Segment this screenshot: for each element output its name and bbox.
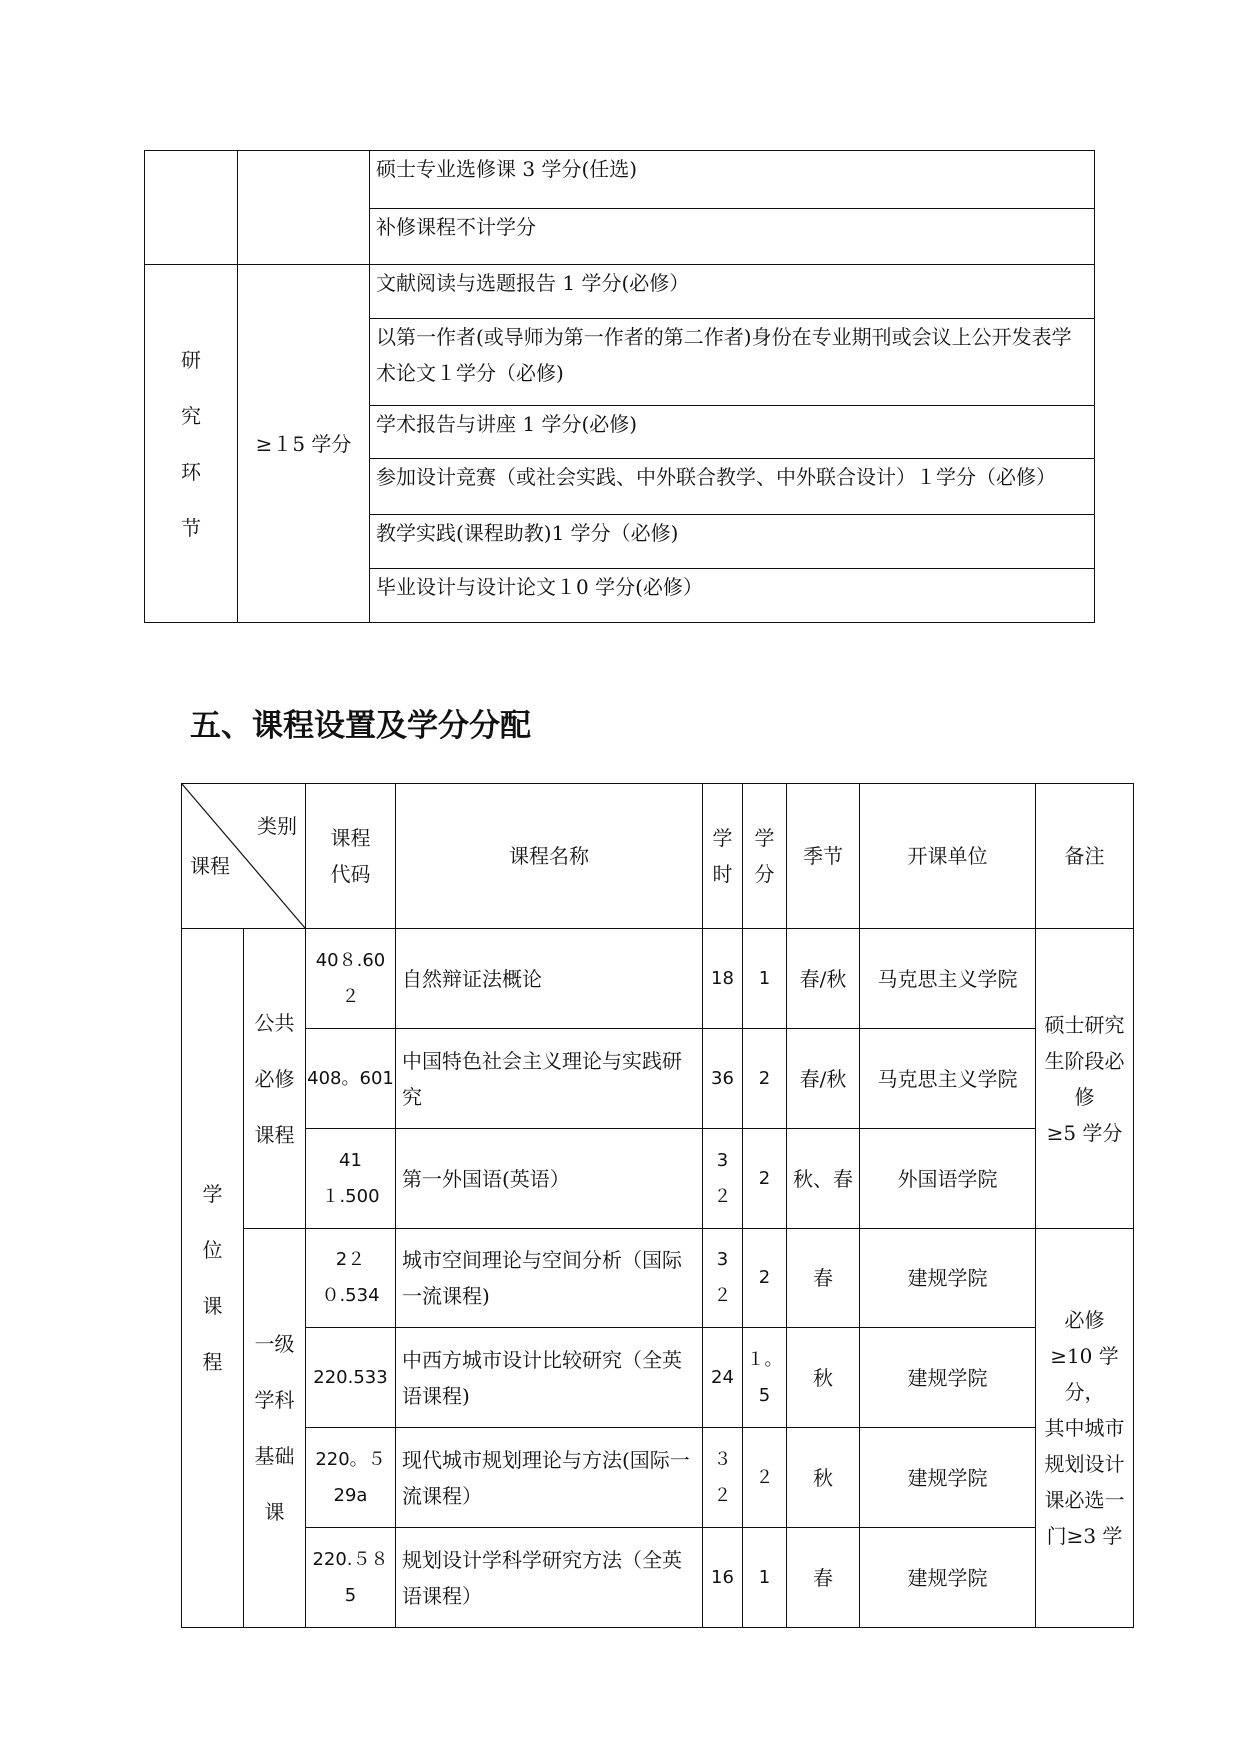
requirement-item: 补修课程不计学分 [370, 209, 1095, 265]
requirement-item: 毕业设计与设计论文１0 学分(必修） [370, 569, 1095, 623]
research-credits: ≥１5 学分 [238, 265, 370, 623]
course-name: 中西方城市设计比较研究（全英语课程) [396, 1328, 703, 1428]
requirement-item: 文献阅读与选题报告 1 学分(必修） [370, 265, 1095, 319]
diagonal-header [182, 784, 306, 929]
table-row [182, 929, 1134, 1029]
course-dept: 建规学院 [860, 1328, 1036, 1428]
course-name: 现代城市规划理论与方法(国际一流课程） [396, 1428, 703, 1528]
requirement-item: 以第一作者(或导师为第一作者的第二作者)身份在专业期刊或会议上公开发表学术论文１学分（必修) [370, 319, 1095, 406]
course-hours: 18 [703, 929, 743, 1029]
header-hours: 学 时 [703, 784, 743, 929]
course-name: 自然辩证法概论 [396, 929, 703, 1029]
course-code: 41 １.500 [306, 1129, 396, 1229]
course-name: 中国特色社会主义理论与实践研究 [396, 1029, 703, 1129]
requirement-item: 参加设计竞赛（或社会实践、中外联合教学、中外联合设计）１学分（必修） [370, 459, 1095, 515]
table-row [182, 1328, 1134, 1428]
subgroup-note: 硕士研究生阶段必修 ≥5 学分 [1036, 929, 1134, 1229]
course-dept: 建规学院 [860, 1428, 1036, 1528]
header-category: 类别 [257, 814, 297, 838]
course-hours: 36 [703, 1029, 743, 1129]
table-row [182, 1129, 1134, 1229]
header-dept: 开课单位 [860, 784, 1036, 929]
course-hours: 3 ２ [703, 1129, 743, 1229]
course-code: 220.533 [306, 1328, 396, 1428]
course-credits: 1 [743, 929, 787, 1029]
header-season: 季节 [787, 784, 860, 929]
course-credits: 2 [743, 1129, 787, 1229]
course-dept: 建规学院 [860, 1229, 1036, 1328]
header-code: 课程 代码 [306, 784, 396, 929]
course-hours: ３ ２ [703, 1428, 743, 1528]
course-table [181, 783, 1134, 1628]
table-row [182, 1528, 1134, 1628]
course-name: 城市空间理论与空间分析（国际一流课程) [396, 1229, 703, 1328]
table-row [182, 1229, 1134, 1328]
subgroup-label: 公共 必修 课程 [244, 929, 306, 1229]
empty-cell [238, 151, 370, 265]
course-code: 40８.60 ２ [306, 929, 396, 1029]
course-credits: １。 5 [743, 1328, 787, 1428]
degree-course-group: 学 位 课 程 [182, 929, 244, 1628]
course-hours: 3 ２ [703, 1229, 743, 1328]
header-note: 备注 [1036, 784, 1134, 929]
course-season: 春 [787, 1528, 860, 1628]
course-name: 规划设计学科学研究方法（全英语课程） [396, 1528, 703, 1628]
table-row [182, 1029, 1134, 1129]
course-hours: 16 [703, 1528, 743, 1628]
course-season: 秋、春 [787, 1129, 860, 1229]
empty-cell [145, 151, 238, 265]
course-season: 春/秋 [787, 1029, 860, 1129]
course-credits: 1 [743, 1528, 787, 1628]
course-season: 春 [787, 1229, 860, 1328]
course-credits: 2 [743, 1229, 787, 1328]
subgroup-note: 必修 ≥10 学分， 其中城市规划设计课必选一门≥3 学 [1036, 1229, 1134, 1628]
course-season: 秋 [787, 1328, 860, 1428]
course-dept: 马克思主义学院 [860, 1029, 1036, 1129]
course-dept: 建规学院 [860, 1528, 1036, 1628]
course-dept: 马克思主义学院 [860, 929, 1036, 1029]
table-row [182, 1428, 1134, 1528]
course-code: 220.５８ 5 [306, 1528, 396, 1628]
course-hours: 24 [703, 1328, 743, 1428]
header-row [182, 784, 1134, 929]
course-code: 2２ ０.534 [306, 1229, 396, 1328]
header-name: 课程名称 [396, 784, 703, 929]
requirement-item: 硕士专业选修课 3 学分(任选) [370, 151, 1095, 209]
research-credits-table [144, 150, 1095, 623]
course-name: 第一外国语(英语） [396, 1129, 703, 1229]
course-season: 秋 [787, 1428, 860, 1528]
course-credits: ２ [743, 1428, 787, 1528]
course-season: 春/秋 [787, 929, 860, 1029]
header-course: 课程 [190, 854, 230, 878]
course-credits: 2 [743, 1029, 787, 1129]
requirement-item: 教学实践(课程助教)1 学分（必修) [370, 515, 1095, 569]
research-category: 研 究 环 节 [145, 265, 238, 623]
course-code: 220。５ 29a [306, 1428, 396, 1528]
subgroup-label: 一级 学科 基础 课 [244, 1229, 306, 1628]
section-title: 五、课程设置及学分分配 [190, 708, 531, 744]
header-credits: 学 分 [743, 784, 787, 929]
course-code: 408。601 [306, 1029, 396, 1129]
course-dept: 外国语学院 [860, 1129, 1036, 1229]
requirement-item: 学术报告与讲座 1 学分(必修) [370, 406, 1095, 459]
